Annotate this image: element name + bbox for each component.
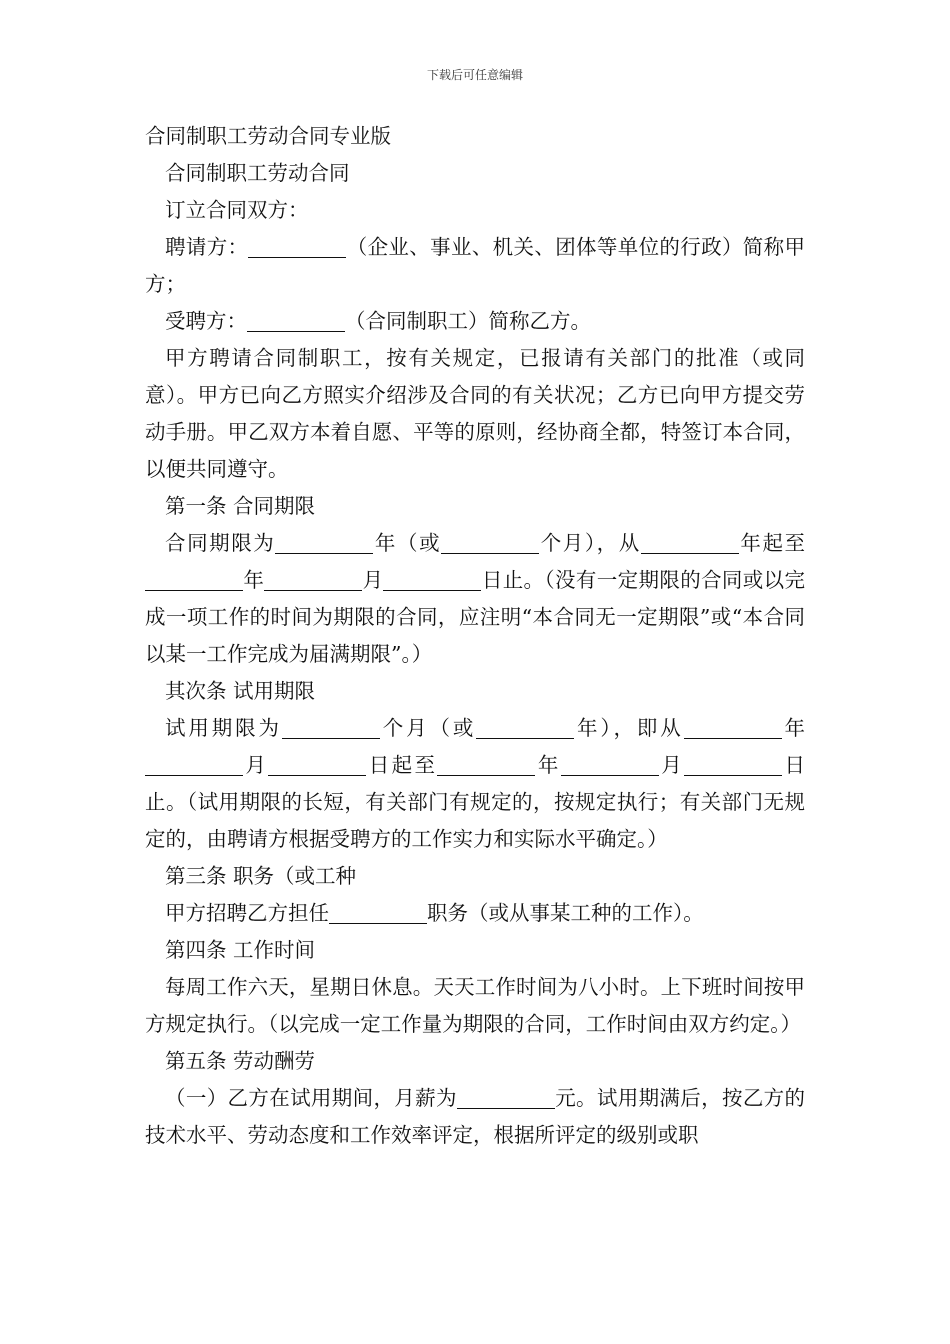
employee-blank bbox=[247, 309, 345, 332]
article-3-text: 职务（或从事某工种的工作）。 bbox=[427, 901, 704, 925]
blank-field bbox=[282, 716, 380, 739]
article-2-text: 月 bbox=[658, 753, 685, 777]
article-1-text: 合同期限为 bbox=[165, 531, 276, 555]
article-2-text: 日止。（试用期限的长短，有关部门有规定的，按规定执行；有关部门无规定的，由聘请方根据受聘方的工作实力和实际水平确定。） bbox=[145, 753, 806, 851]
article-1-text: 个月），从 bbox=[539, 531, 641, 555]
blank-field bbox=[441, 531, 539, 554]
blank-field bbox=[329, 901, 427, 924]
blank-field bbox=[641, 531, 739, 554]
article-2-text: 月 bbox=[243, 753, 269, 777]
article-2-text: 年 bbox=[781, 716, 806, 740]
article-1-text: 年起至 bbox=[738, 531, 806, 555]
document-title: 合同制职工劳动合同专业版 bbox=[145, 124, 391, 148]
employer-suffix: （企业、事业、机关、团体等单位的行政）简称甲方； bbox=[145, 235, 806, 296]
employer-blank bbox=[248, 235, 346, 258]
blank-field bbox=[275, 531, 373, 554]
article-2-text: 年），即从 bbox=[574, 716, 684, 740]
article-1-body bbox=[145, 525, 805, 673]
article-1-text: 日止。（没有一定期限的合同或以完成一项工作的时间为期限的合同，应注明“本合同无一定期限”或“本合同以某一工作完成为届满期限”。） bbox=[145, 568, 806, 666]
preamble-paragraph: 甲方聘请合同制职工，按有关规定，已报请有关部门的批准（或同意）。甲方已向乙方照实介绍涉及合同的有关状况；乙方已向甲方提交劳动手册。甲乙双方本着自愿、平等的原则，经协商全都，特签订本合同，以便共同遵守。 bbox=[145, 346, 805, 481]
article-3-heading: 第三条 职务（或工种 bbox=[165, 864, 357, 888]
article-5-text: （一）乙方在试用期间，月薪为 bbox=[165, 1086, 457, 1110]
document-subtitle: 合同制职工劳动合同 bbox=[165, 161, 350, 185]
employee-suffix: （合同制职工）简称乙方。 bbox=[345, 309, 591, 333]
blank-field bbox=[561, 753, 659, 776]
blank-field bbox=[145, 568, 243, 591]
article-3-text: 甲方招聘乙方担任 bbox=[165, 901, 329, 925]
blank-field bbox=[684, 753, 782, 776]
article-4-body: 每周工作六天，星期日休息。天天工作时间为八小时。上下班时间按甲方规定执行。（以完成一定工作量为期限的合同，工作时间由双方约定。） bbox=[145, 975, 805, 1036]
article-1-text: 月 bbox=[362, 568, 384, 592]
parties-heading: 订立合同双方： bbox=[165, 198, 309, 222]
document-body bbox=[145, 118, 805, 1154]
blank-field bbox=[437, 753, 535, 776]
article-2-text: 试用期限为 bbox=[165, 716, 282, 740]
blank-field bbox=[145, 753, 243, 776]
article-3-body bbox=[145, 895, 805, 932]
article-2-text: 年 bbox=[535, 753, 561, 777]
article-2-body bbox=[145, 710, 805, 858]
blank-field bbox=[268, 753, 366, 776]
article-1-text: 年（或 bbox=[373, 531, 442, 555]
article-5-body bbox=[145, 1080, 805, 1154]
article-2-heading: 其次条 试用期限 bbox=[165, 679, 316, 703]
article-1-heading: 第一条 合同期限 bbox=[165, 494, 316, 518]
employee-line bbox=[145, 303, 805, 340]
employer-line bbox=[145, 229, 805, 303]
blank-field bbox=[684, 716, 782, 739]
blank-field bbox=[383, 568, 481, 591]
blank-field bbox=[457, 1086, 555, 1109]
article-2-text: 日起至 bbox=[366, 753, 438, 777]
article-1-text: 年 bbox=[243, 568, 265, 592]
employee-label: 受聘方： bbox=[165, 309, 247, 333]
article-5-heading: 第五条 劳动酬劳 bbox=[165, 1049, 316, 1073]
employer-label: 聘请方： bbox=[165, 235, 249, 259]
blank-field bbox=[264, 568, 362, 591]
blank-field bbox=[476, 716, 574, 739]
article-5-text: 元。试用期满后，按乙方的技术水平、劳动态度和工作效率评定，根据所评定的级别或职 bbox=[145, 1086, 806, 1147]
article-2-text: 个月（或 bbox=[379, 716, 477, 740]
page-header-note: 下载后可任意编辑 bbox=[426, 68, 523, 82]
article-4-heading: 第四条 工作时间 bbox=[165, 938, 316, 962]
